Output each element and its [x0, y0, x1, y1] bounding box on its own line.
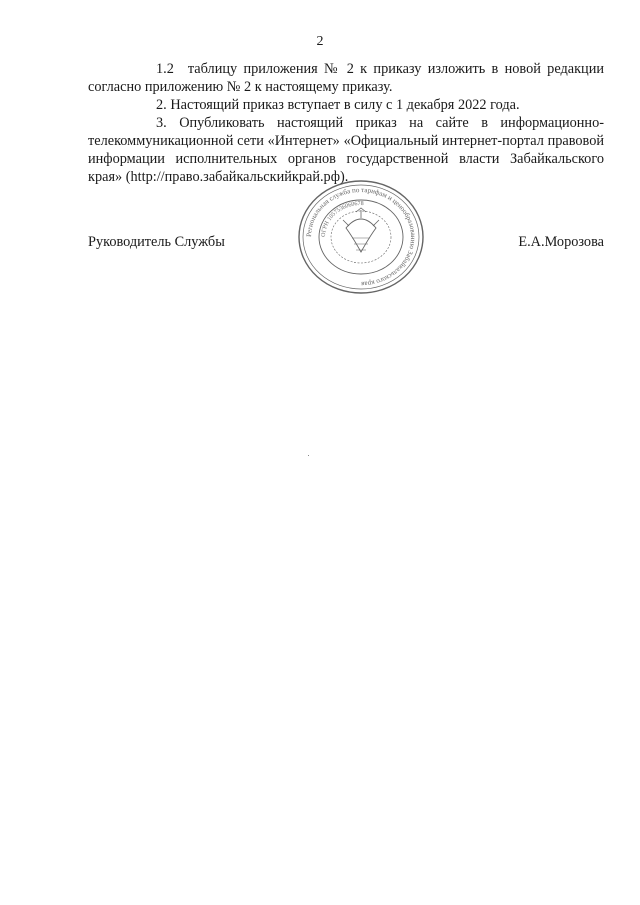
signatory-name: Е.А.Морозова	[518, 234, 604, 250]
scan-speck	[308, 455, 309, 456]
paragraph-2	[88, 96, 604, 114]
page-number: 2	[316, 34, 324, 49]
paragraph-number: 1.2	[156, 61, 174, 77]
document-body	[88, 60, 604, 186]
paragraph-text: Настоящий приказ вступает в силу с 1 декабря 2022 года.	[170, 97, 520, 113]
paragraph-number: 3.	[156, 115, 167, 131]
paragraph-number: 2.	[156, 97, 167, 113]
stamp-inner-text: ОГРН 1057536060678	[320, 200, 364, 238]
paragraph-1-2	[88, 60, 604, 96]
paragraph-3	[88, 114, 604, 186]
official-seal-stamp	[286, 178, 436, 296]
paragraph-text: Опубликовать настоящий приказ на сайте в информационно-телекоммуникационной сети «Интернет» «Официальный интернет-портал правовой информации исполнительных органов государственной власти Забайкальского края» (http://право.забайкальскийкрай.рф).	[88, 115, 604, 185]
paragraph-text: таблицу приложения № 2 к приказу изложить в новой редакции согласно приложению № 2 к настоящему приказу.	[88, 61, 604, 95]
signatory-title: Руководитель Службы	[88, 234, 225, 250]
stamp-outer-text: Региональная служба по тарифам и ценообразованию Забайкальского края	[304, 185, 418, 289]
